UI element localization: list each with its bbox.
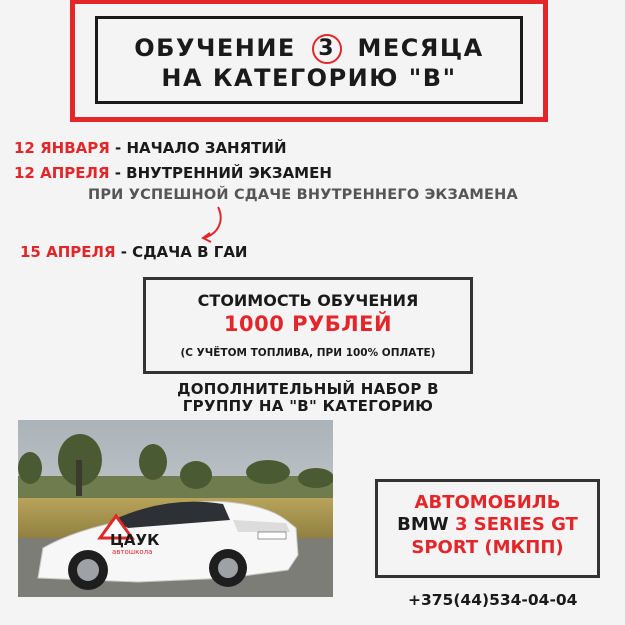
school-logo-text: ЦАУК	[110, 531, 160, 549]
price-title: СТОИМОСТЬ ОБУЧЕНИЯ	[197, 291, 419, 310]
headline-line-1	[95, 34, 523, 64]
schedule-text: - НАЧАЛО ЗАНЯТИЙ	[109, 139, 287, 157]
price-value: 1000 РУБЛЕЙ	[223, 312, 393, 336]
schedule-date: 15 АПРЕЛЯ	[20, 243, 116, 261]
schedule-date: 12 АПРЕЛЯ	[14, 164, 110, 182]
schedule-date: 12 ЯНВАРЯ	[14, 139, 110, 157]
car-model	[375, 514, 600, 535]
circled-number: 3	[312, 34, 342, 64]
car-brand: BMW	[397, 514, 455, 535]
headline-word-months: МЕСЯЦА	[357, 34, 484, 62]
schedule-item-start	[14, 139, 287, 157]
schedule-text: - СДАЧА В ГАИ	[115, 243, 248, 261]
price-note: (С УЧЁТОМ ТОПЛИВА, ПРИ 100% ОПЛАТЕ)	[180, 347, 436, 359]
phone-number[interactable]: +375(44)534-04-04	[408, 591, 578, 609]
headline-word-training: ОБУЧЕНИЕ	[134, 34, 296, 62]
schedule-item-internal-exam	[14, 164, 332, 182]
schedule-text: - ВНУТРЕННИЙ ЭКЗАМЕН	[109, 164, 332, 182]
car-photo	[18, 420, 333, 597]
extra-enrollment-line-2: ГРУППУ НА "В" КАТЕГОРИЮ	[182, 397, 434, 415]
school-logo-subtext: автошкола	[112, 548, 153, 556]
extra-enrollment-line-1: ДОПОЛНИТЕЛЬНЫЙ НАБОР В	[177, 380, 439, 398]
headline-line-2: НА КАТЕГОРИЮ "В"	[161, 64, 457, 92]
car-label: АВТОМОБИЛЬ	[414, 492, 561, 513]
car-trim: SPORT (МКПП)	[411, 537, 564, 558]
car-model-name: 3 SERIES GT	[454, 514, 578, 535]
schedule-item-gai-exam	[20, 243, 248, 261]
curved-arrow-icon	[200, 205, 240, 245]
schedule-note: ПРИ УСПЕШНОЙ СДАЧЕ ВНУТРЕННЕГО ЭКЗАМЕНА	[88, 187, 518, 203]
